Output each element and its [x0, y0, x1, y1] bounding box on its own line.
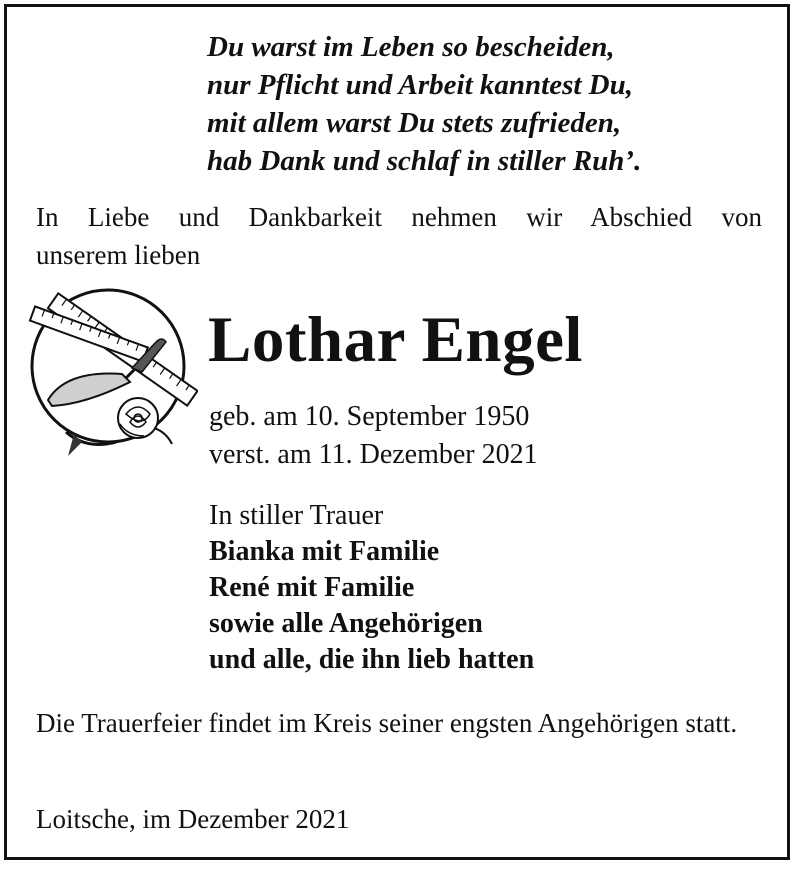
mourners-heading: In stiller Trauer: [209, 500, 384, 531]
mourner-name: Bianka mit Familie: [209, 536, 440, 567]
mourner-name: René mit Familie: [209, 572, 415, 603]
mourners-block: [209, 498, 534, 678]
death-date: verst. am 11. Dezember 2021: [209, 439, 538, 470]
poem-line: hab Dank und schlaf in stiller Ruh’.: [207, 145, 642, 177]
intro-line: In Liebe und Dankbarkeit nehmen wir Abschied von: [36, 202, 762, 232]
intro-line: unserem lieben: [36, 240, 201, 270]
poem-line: mit allem warst Du stets zufrieden,: [207, 107, 622, 139]
poem: [207, 28, 641, 180]
deceased-name: Lothar Engel: [208, 304, 583, 376]
trowel-ruler-rose-icon: [26, 282, 198, 462]
life-dates: [209, 398, 538, 474]
ceremony-note: Die Trauerfeier findet im Kreis seiner engsten Angehörigen statt.: [36, 708, 738, 738]
poem-line: Du warst im Leben so bescheiden,: [207, 31, 615, 63]
birth-date: geb. am 10. September 1950: [209, 401, 530, 432]
mourner-name: und alle, die ihn lieb hatten: [209, 644, 535, 675]
intro-text: [36, 198, 762, 274]
place-date: Loitsche, im Dezember 2021: [36, 804, 350, 834]
mourner-name: sowie alle Angehörigen: [209, 608, 483, 639]
poem-line: nur Pflicht und Arbeit kanntest Du,: [207, 69, 633, 101]
